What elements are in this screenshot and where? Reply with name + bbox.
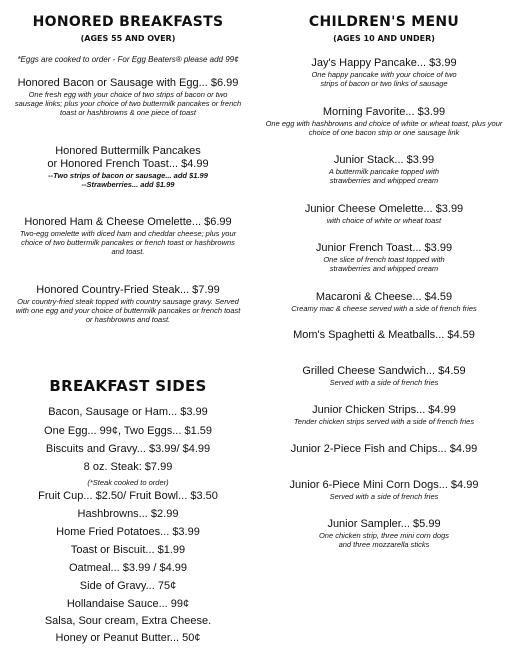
item-name: Junior Sampler... $5.99 (327, 518, 441, 530)
menu-item (256, 329, 512, 342)
item-name: Junior 2-Piece Fish and Chips... $4.99 (290, 443, 478, 455)
children-subtitle: (AGES 10 AND UNDER) (333, 34, 435, 43)
honored-subtitle: (AGES 55 AND OVER) (80, 34, 176, 43)
item-desc: One egg with hashbrowns and choice of white or wheat toast, plus your choice of one bacon strip or one sausage link (265, 119, 503, 137)
menu-item (0, 284, 256, 324)
menu-item (256, 154, 512, 185)
item-name: Junior Chicken Strips... $4.99 (312, 404, 456, 416)
side-item: Fruit Cup... $2.50/ Fruit Bowl... $3.50 (38, 490, 218, 502)
menu-item (256, 57, 512, 88)
item-name: Honored Bacon or Sausage with Egg... $6.99 (17, 77, 239, 89)
side-note: (*Steak cooked to order) (87, 478, 169, 487)
menu-item (0, 77, 256, 117)
item-name: Jay's Happy Pancake... $3.99 (311, 57, 457, 69)
item-name: Junior Stack... $3.99 (333, 154, 435, 166)
menu-item (256, 365, 512, 387)
side-item: Biscuits and Gravy... $3.99/ $4.99 (45, 443, 211, 455)
menu-item (256, 479, 512, 501)
item-desc: Two-egg omelette with diced ham and cheddar cheese; plus your choice of two buttermilk pancakes or french toast or hashbrowns and toast. (19, 229, 237, 256)
item-addon: --Strawberries... add $1.99 (81, 180, 175, 189)
menu-item (256, 203, 512, 225)
menu-item (0, 145, 256, 189)
menu-item (256, 404, 512, 426)
item-desc: Served with a side of french fries (329, 492, 439, 501)
side-item: Toast or Biscuit... $1.99 (70, 544, 186, 556)
side-item: Hashbrowns... $2.99 (77, 508, 179, 520)
item-desc: One fresh egg with your choice of two strips of bacon or two sausage links; plus your choice of two buttermilk pancakes or french toast or hashbrowns & one piece of toast (14, 90, 242, 117)
side-item: Side of Gravy... 75¢ (79, 580, 177, 592)
side-item: Hollandaise Sauce... 99¢ (66, 598, 190, 610)
item-desc: A buttermilk pancake topped with strawberries and whipped cream (328, 167, 440, 185)
item-desc: One chicken strip, three mini corn dogs and three mozzarella sticks (318, 531, 450, 549)
menu-item (256, 291, 512, 313)
side-item: Salsa, Sour cream, Extra Cheese. (44, 615, 212, 627)
item-desc: Served with a side of french fries (329, 378, 439, 387)
item-desc: Our country-fried steak topped with country sausage gravy. Served with one egg and your choice of buttermilk pancakes or french toast or hashbrowns and toast. (15, 297, 241, 324)
item-name: or Honored French Toast... $4.99 (47, 158, 209, 170)
item-name: Junior 6-Piece Mini Corn Dogs... $4.99 (289, 479, 479, 491)
children-title: CHILDREN'S MENU (308, 14, 460, 30)
item-name: Morning Favorite... $3.99 (322, 106, 446, 118)
menu-item (256, 443, 512, 456)
item-desc: One happy pancake with your choice of two strips of bacon or two links of sausage (311, 70, 457, 88)
item-name: Honored Country-Fried Steak... $7.99 (36, 284, 220, 296)
honored-title: HONORED BREAKFASTS (32, 14, 224, 30)
item-name: Honored Ham & Cheese Omelette... $6.99 (24, 216, 232, 228)
menu-item (0, 216, 256, 256)
side-item: 8 oz. Steak: $7.99 (83, 461, 173, 473)
menu-item (256, 106, 512, 137)
egg-note: *Eggs are cooked to order - For Egg Beaters® please add 99¢ (17, 55, 239, 64)
item-addon: --Two strips of bacon or sausage... add $1.99 (48, 171, 208, 180)
item-name: Junior French Toast... $3.99 (315, 242, 453, 254)
side-item: Home Fried Potatoes... $3.99 (56, 526, 200, 538)
item-desc: One slice of french toast topped with strawberries and whipped cream (323, 255, 445, 273)
sides-title: BREAKFAST SIDES (49, 377, 207, 395)
item-desc: with choice of white or wheat toast (326, 216, 442, 225)
menu-item (256, 518, 512, 549)
menu-item (256, 242, 512, 273)
item-desc: Tender chicken strips served with a side of french fries (293, 417, 475, 426)
item-name: Junior Cheese Omelette... $3.99 (304, 203, 464, 215)
item-name: Honored Buttermilk Pancakes (55, 145, 201, 157)
side-item: Oatmeal... $3.99 / $4.99 (68, 562, 188, 574)
side-item: One Egg... 99¢, Two Eggs... $1.59 (44, 425, 212, 437)
item-name: Mom's Spaghetti & Meatballs... $4.59 (293, 329, 475, 341)
item-name: Macaroni & Cheese... $4.59 (315, 291, 453, 303)
side-item: Honey or Peanut Butter... 50¢ (55, 632, 201, 644)
item-desc: Creamy mac & cheese served with a side of french fries (291, 304, 477, 313)
side-item: Bacon, Sausage or Ham... $3.99 (48, 406, 208, 418)
item-name: Grilled Cheese Sandwich... $4.59 (302, 365, 466, 377)
